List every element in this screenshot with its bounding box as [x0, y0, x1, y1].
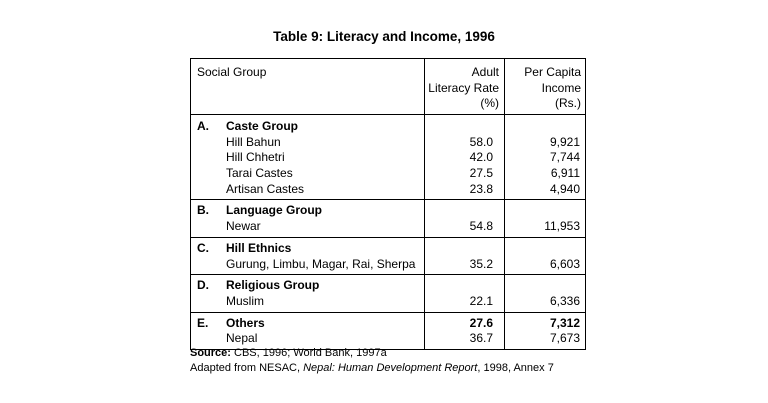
row-label: Hill Bahun [226, 134, 281, 149]
source-text: CBS, 1996; World Bank, 1997a [230, 347, 387, 359]
table-row [191, 257, 585, 273]
section-heading-row [191, 278, 585, 294]
row-income: 6,911 [550, 166, 580, 181]
section-letter: A. [197, 119, 209, 133]
source-line [190, 346, 554, 361]
row-income: 9,921 [549, 134, 580, 149]
row-literacy: 23.8 [469, 181, 493, 196]
row-literacy: 27.5 [469, 166, 493, 181]
table-row [191, 135, 585, 151]
section-religious-group [191, 275, 585, 312]
section-hill-ethnics [191, 238, 585, 275]
table-row [191, 294, 585, 310]
section-name: Others [226, 315, 265, 330]
row-label: Hill Chhetri [226, 150, 285, 165]
source-label: Source: [190, 347, 231, 359]
table-row [191, 331, 585, 347]
section-letter: C. [197, 240, 209, 255]
row-label: Newar [226, 219, 261, 234]
header-literacy-rate [419, 65, 499, 112]
row-label: Muslim [226, 293, 264, 308]
row-label: Artisan Castes [226, 181, 305, 196]
row-income: 6,603 [549, 256, 580, 271]
section-heading-row [191, 316, 585, 332]
section-others [191, 313, 585, 349]
section-heading-row [191, 203, 585, 219]
row-income: 11,953 [544, 219, 580, 234]
section-language-group [191, 200, 585, 237]
header-social-group: Social Group [197, 65, 267, 79]
row-label: Gurung, Limbu, Magar, Rai, Sherpa [226, 256, 416, 271]
section-name: Hill Ethnics [226, 240, 292, 255]
adapted-suffix: , 1998, Annex 7 [477, 361, 554, 374]
section-caste-group [191, 115, 585, 200]
row-literacy: 58.0 [469, 134, 493, 149]
row-income: 6,336 [549, 293, 580, 308]
header-per-capita-income [505, 65, 581, 112]
table-row [191, 150, 585, 166]
section-heading-row [191, 241, 585, 257]
header-literacy-line: (%) [480, 96, 499, 110]
row-literacy: 35.2 [469, 256, 493, 271]
header-income-line: Per Capita [524, 65, 581, 79]
section-name: Caste Group [226, 119, 299, 133]
section-name: Language Group [226, 203, 322, 218]
row-literacy: 54.8 [469, 219, 493, 234]
header-literacy-line: Adult [471, 65, 499, 79]
adapted-report-title: Nepal: Human Development Report [303, 361, 478, 374]
row-income: 7,312 [549, 315, 580, 330]
header-income-line: (Rs.) [555, 96, 581, 110]
header-literacy-line: Literacy Rate [428, 80, 499, 95]
row-literacy: 36.7 [469, 331, 493, 346]
section-letter: B. [197, 203, 209, 218]
header-income-line: Income [541, 80, 581, 95]
adapted-line [190, 361, 554, 376]
row-literacy: 27.6 [469, 315, 493, 330]
row-label: Nepal [226, 331, 258, 346]
table-header-row [191, 59, 585, 115]
row-income: 7,744 [549, 150, 580, 165]
table-row [191, 219, 585, 235]
row-income: 7,673 [549, 331, 580, 346]
row-income: 4,940 [549, 181, 580, 196]
section-letter: D. [197, 278, 209, 293]
literacy-income-table [190, 58, 586, 350]
table-title: Table 9: Literacy and Income, 1996 [273, 29, 495, 44]
row-literacy: 22.1 [469, 293, 493, 308]
section-heading-row [191, 119, 585, 135]
table-row [191, 166, 585, 182]
table-footer [190, 346, 554, 375]
section-letter: E. [197, 315, 209, 330]
row-literacy: 42.0 [469, 150, 493, 165]
adapted-prefix: Adapted from NESAC, [190, 361, 304, 374]
table-row [191, 182, 585, 198]
section-name: Religious Group [226, 278, 320, 293]
row-label: Tarai Castes [226, 166, 293, 181]
